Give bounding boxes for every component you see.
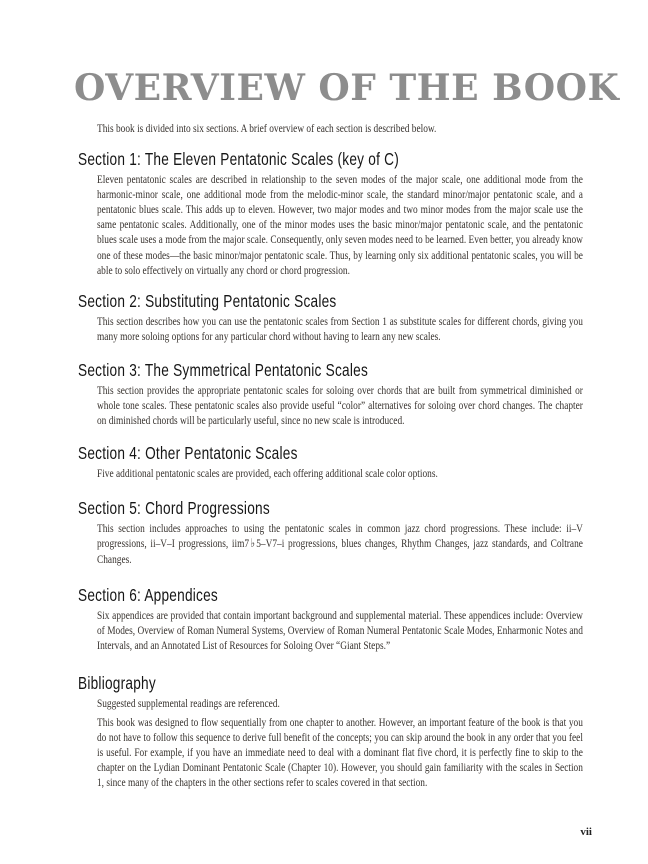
section-5-paragraph: This section includes approaches to using the pentatonic scales in common jazz chord progressions. These include: ii–V progressions, ii–V–I progressions, iim7♭5–V7–i progressions, blues changes, Rhythm Changes, jazz standards, and Coltrane Changes. — [97, 521, 583, 566]
bibliography-heading: Bibliography — [78, 672, 156, 693]
section-2-heading: Section 2: Substituting Pentatonic Scales — [78, 290, 337, 311]
section-3-paragraph: This section provides the appropriate pentatonic scales for soloing over chords that are built from symmetrical diminished or whole tone scales. These pentatonic scales also provide useful “color” alternatives for soloing over chord changes. The chapter on diminished chords will be particularly useful, since no new scale is introduced. — [97, 382, 583, 428]
section-5-heading: Section 5: Chord Progressions — [78, 498, 270, 519]
section-4-heading: Section 4: Other Pentatonic Scales — [78, 443, 298, 464]
section-1-paragraph: Eleven pentatonic scales are described in relationship to the seven modes of the major scale, one additional mode from the harmonic-minor scale, one additional mode from the melodic-minor scale, the standard minor/major pentatonic scale, and a pentatonic blues scale. This adds up to eleven. However, two major modes and two minor modes from the major scale use the same pentatonic scales. Additionally, one of the minor modes uses the basic minor/major pentatonic scale, and the pentatonic blues scale uses a mode from the major scale. Consequently, only seven modes need to be learned. Even better, you already know one of these modes—the basic minor/major pentatonic scale. Thus, by learning only six additional pentatonic scales, you will be able to solo effectively on virtually any chord or chord progression. — [97, 172, 583, 277]
section-3 — [0, 359, 648, 428]
bibliography-section — [0, 672, 648, 791]
intro-text: This book is divided into six sections. A brief overview of each section is described below. — [97, 121, 437, 135]
page-number: vii — [580, 826, 592, 838]
section-2 — [0, 290, 648, 344]
bibliography-paragraph-1: Suggested supplemental readings are referenced. — [97, 695, 280, 710]
section-6 — [0, 584, 648, 653]
section-2-paragraph: This section describes how you can use the pentatonic scales from Section 1 as substitute scales for different chords, giving you many more soloing options for any particular chord without having to learn any new scales. — [97, 313, 583, 343]
section-6-paragraph: Six appendices are provided that contain important background and supplemental material. These appendices include: Overview of Modes, Overview of Roman Numeral Systems, Overview of Roman Numeral Pentatonic Scale Modes, Enharmonic Notes and Intervals, and an Annotated List of Resources for Soloing Over “Giant Steps.” — [97, 607, 583, 652]
bibliography-paragraph-2: This book was designed to flow sequentially from one chapter to another. However, an important feature of the book is that you do not have to follow this sequence to derive full benefit of the concepts; you can skip around the book in any order that you feel is useful. For example, if you have an immediate need to deal with a dominant flat five chord, it is perfectly fine to skip to the chapter on the Lydian Dominant Pentatonic Scale (Chapter 10). However, you should gain familiarity with the scales in Section 1, since many of the chapters in the other sections refer to scales covered in that section. — [97, 714, 583, 790]
section-1 — [0, 148, 648, 278]
section-5 — [0, 497, 648, 566]
section-4-paragraph: Five additional pentatonic scales are provided, each offering additional scale color options. — [97, 466, 438, 481]
section-6-heading: Section 6: Appendices — [78, 584, 218, 605]
section-4 — [0, 442, 648, 481]
section-1-heading: Section 1: The Eleven Pentatonic Scales (key of C) — [78, 149, 400, 170]
page-title: OVERVIEW OF THE BOOK — [74, 67, 620, 109]
section-3-heading: Section 3: The Symmetrical Pentatonic Scales — [78, 359, 369, 380]
